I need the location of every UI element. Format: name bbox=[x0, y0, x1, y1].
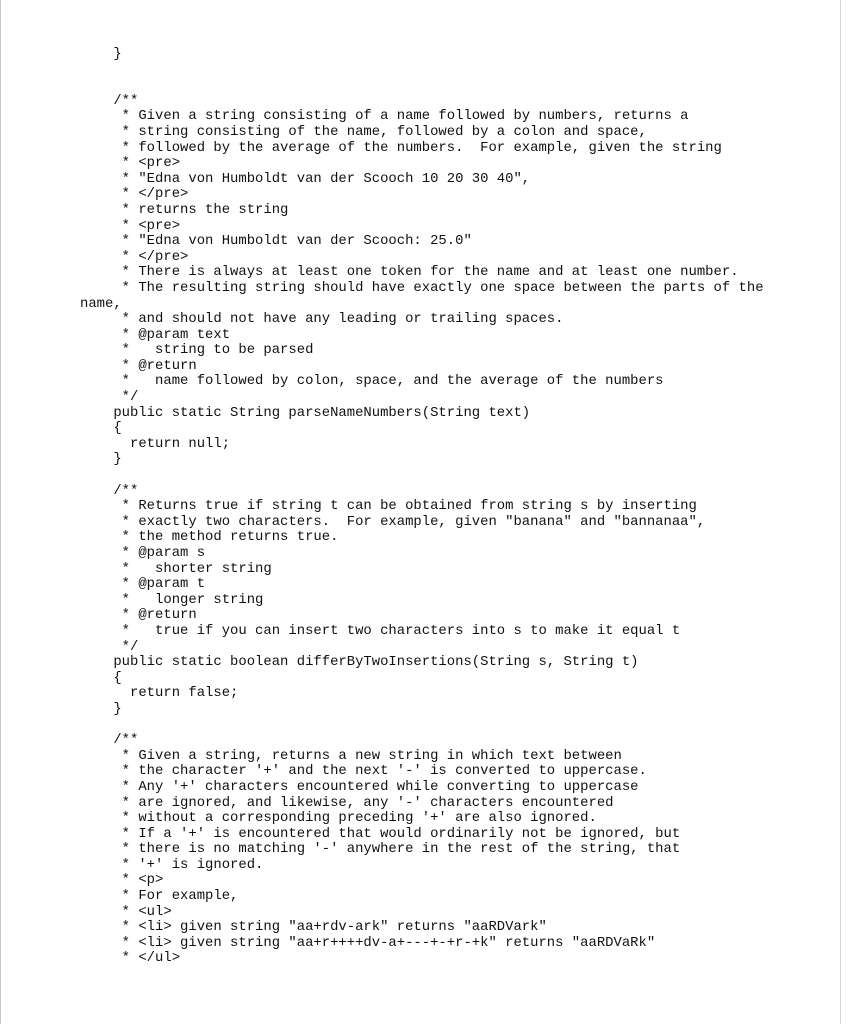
code-line: { bbox=[80, 420, 122, 437]
code-line: * shorter string bbox=[80, 560, 272, 577]
code-line: * name followed by colon, space, and the average of the numbers bbox=[80, 373, 664, 390]
code-line: * <li> given string "aa+rdv-ark" returns "aaRDVark" bbox=[80, 919, 547, 936]
code-line: * @param s bbox=[80, 545, 206, 561]
code-line: } bbox=[80, 46, 122, 62]
code-line: * string consisting of the name, followed by a colon and space, bbox=[80, 123, 647, 140]
code-line: name, bbox=[80, 295, 122, 312]
code-line: * </pre> bbox=[80, 186, 189, 203]
code-line bbox=[80, 468, 764, 484]
code-line: * "Edna von Humboldt van der Scooch: 25.0" bbox=[80, 233, 472, 250]
code-listing bbox=[80, 47, 764, 967]
code-line: * "Edna von Humboldt van der Scooch 10 20 30 40", bbox=[80, 170, 531, 187]
code-line: * <ul> bbox=[80, 903, 172, 920]
code-line: /** bbox=[80, 482, 139, 499]
code-line: return null; bbox=[80, 435, 231, 452]
page-left-edge bbox=[0, 0, 1, 1024]
page-right-edge bbox=[840, 0, 841, 1024]
code-line: * true if you can insert two characters into s to make it equal t bbox=[80, 622, 681, 639]
code-line: * longer string bbox=[80, 591, 264, 608]
code-line: * </pre> bbox=[80, 248, 189, 265]
code-line: * Any '+' characters encountered while converting to uppercase bbox=[80, 778, 639, 795]
code-line: public static String parseNameNumbers(String text) bbox=[80, 404, 531, 421]
code-line: * and should not have any leading or trailing spaces. bbox=[80, 311, 564, 328]
code-line: * @return bbox=[80, 607, 197, 624]
code-line: * the method returns true. bbox=[80, 529, 339, 546]
code-line: return false; bbox=[80, 685, 239, 702]
code-line: * Given a string, returns a new string in which text between bbox=[80, 747, 622, 764]
code-line bbox=[80, 718, 764, 734]
code-line: * returns the string bbox=[80, 201, 289, 218]
code-line: { bbox=[80, 669, 122, 686]
code-line bbox=[80, 78, 764, 94]
code-line: * followed by the average of the numbers. For example, given the string bbox=[80, 139, 722, 156]
code-line: * <pre> bbox=[80, 217, 181, 234]
code-line: * The resulting string should have exactly one space between the parts of the bbox=[80, 279, 764, 296]
code-line: * string to be parsed bbox=[80, 342, 314, 359]
code-line: * Returns true if string t can be obtained from string s by inserting bbox=[80, 498, 697, 515]
code-line: * Given a string consisting of a name followed by numbers, returns a bbox=[80, 108, 689, 125]
code-line: } bbox=[80, 451, 122, 468]
code-line: * @param text bbox=[80, 326, 231, 343]
code-line: * For example, bbox=[80, 888, 239, 905]
code-line: /** bbox=[80, 92, 139, 109]
code-line: /** bbox=[80, 732, 139, 749]
code-line: * @param t bbox=[80, 576, 206, 593]
code-line: * @return bbox=[80, 357, 197, 374]
code-line: * '+' is ignored. bbox=[80, 856, 264, 873]
code-line: * without a corresponding preceding '+' are also ignored. bbox=[80, 810, 597, 827]
code-line: * If a '+' is encountered that would ordinarily not be ignored, but bbox=[80, 825, 681, 842]
code-line bbox=[80, 63, 764, 79]
code-line: * There is always at least one token for the name and at least one number. bbox=[80, 264, 739, 281]
code-line: * <pre> bbox=[80, 155, 181, 172]
code-line: */ bbox=[80, 389, 139, 406]
code-line: */ bbox=[80, 638, 139, 655]
code-line: public static boolean differByTwoInsertions(String s, String t) bbox=[80, 654, 639, 671]
code-line: * <p> bbox=[80, 872, 164, 889]
code-line: * </ul> bbox=[80, 950, 181, 967]
code-line: * exactly two characters. For example, given "banana" and "bannanaa", bbox=[80, 513, 706, 530]
code-line: * the character '+' and the next '-' is converted to uppercase. bbox=[80, 763, 647, 780]
code-line: * are ignored, and likewise, any '-' characters encountered bbox=[80, 794, 614, 811]
code-line: * there is no matching '-' anywhere in the rest of the string, that bbox=[80, 841, 681, 858]
code-line: * <li> given string "aa+r++++dv-a+---+-+r-+k" returns "aaRDVaRk" bbox=[80, 934, 656, 951]
code-line: } bbox=[80, 700, 122, 717]
